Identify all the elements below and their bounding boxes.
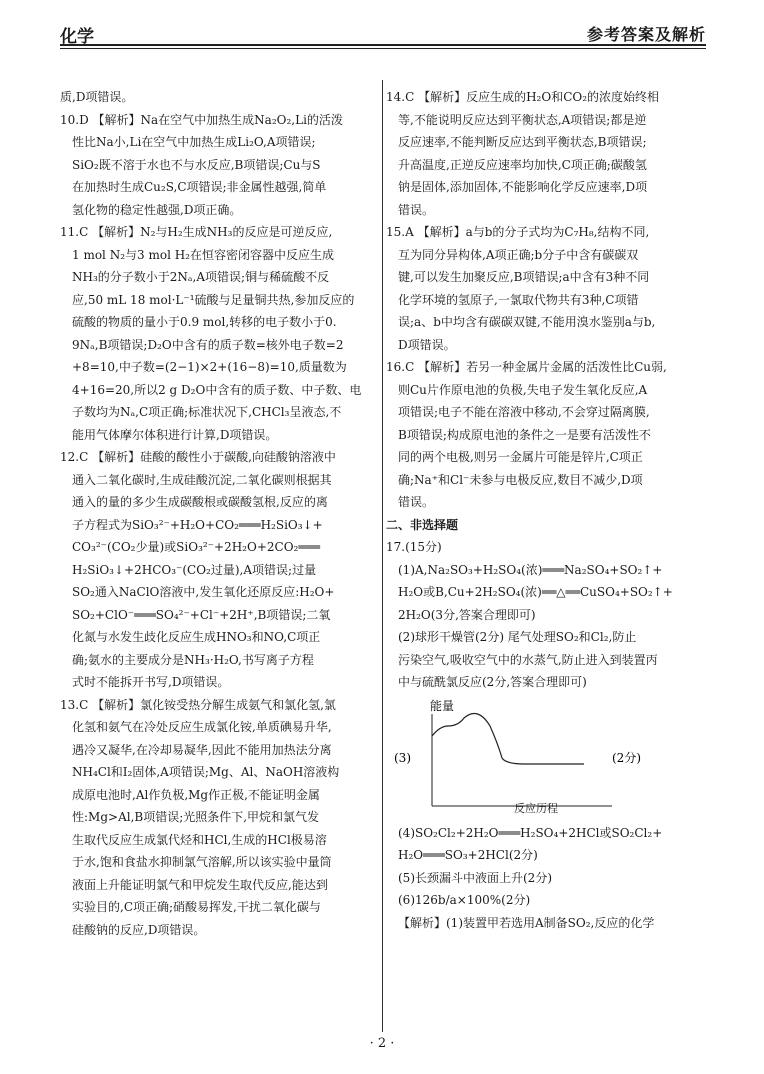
text-line: CO₃²⁻(CO₂少量)或SiO₃²⁻+2H₂O+2CO₂═══ [72,540,321,554]
text-line: (6)126b/a×100%(2分) [398,893,531,907]
right-column [386,86,704,934]
text-line: 错误。 [398,495,435,509]
text-line: 中与硫酰氯反应(2分,答案合理即可) [398,675,587,689]
text-line: 14.C 【解析】反应生成的H₂O和CO₂的浓度始终相 [386,90,660,104]
text-line: 13.C 【解析】氯化铵受热分解生成氨气和氯化氢,氯 [60,697,336,712]
text-line: 17.(15分) [386,540,442,554]
text-line: +8=10,中子数=(2−1)×2+(16−8)=10,质量数为 [72,360,347,374]
energy-axis-label: 能量 [430,698,455,713]
text-line: 4+16=20,所以2 g D₂O中含有的质子数、中子数、电 [72,382,362,397]
text-line: 2H₂O(3分,答案合理即可) [398,607,536,622]
text-line: H₂O或B,Cu+2H₂SO₄(浓)══△══CuSO₄+SO₂↑+ [398,585,673,599]
text-line: 钠是固体,添加固体,不能影响化学反应速率,D项 [398,180,648,194]
left-column [60,86,378,941]
text-line: 通入的量的多少生成碳酸根或碳酸氢根,反应的离 [72,495,328,509]
text-line: 【解析】(1)装置甲若选用A制备SO₂,反应的化学 [398,915,655,930]
text-line: 升高温度,正逆反应速率均加快,C项正确;碳酸氢 [398,157,647,172]
text-line: (5)长颈漏斗中液面上升(2分) [398,870,552,885]
text-line: NH₃的分子数小于2Nₐ,A项错误;铜与稀硫酸不反 [72,270,330,284]
text-line: 硫酸的物质的量小于0.9 mol,转移的电子数小于0. [72,315,337,329]
score-label: (2分) [612,750,641,765]
page-number: · 2 · [369,1036,395,1051]
text-line: SO₂+ClO⁻═══SO₄²⁻+Cl⁻+2H⁺,B项错误;二氧 [72,607,331,622]
part-label: (3) [394,750,411,765]
text-line: 项错误;电子不能在溶液中移动,不会穿过隔离膜, [398,405,650,419]
text-line: 确;氨水的主要成分是NH₃·H₂O,书写离子方程 [72,652,314,667]
text-line: B项错误;构成原电池的条件之一是要有活泼性不 [398,427,651,442]
text-line: 质,D项错误。 [60,90,134,104]
page-header [60,16,706,52]
text-line: D项错误。 [398,337,456,352]
text-line: 于水,饱和食盐水抑制氯气溶解,所以该实验中量筒 [72,855,332,869]
text-line: 在加热时生成Cu₂S,C项错误;非金属性越强,简单 [72,180,327,194]
text-line: 子数均为Nₐ,C项正确;标准状况下,CHCl₃呈液态,不 [72,405,342,419]
text-line: 式时不能拆开书写,D项错误。 [72,675,230,689]
column-divider [382,80,383,1032]
text-line: SO₂通入NaClO溶液中,发生氧化还原反应:H₂O+ [72,585,335,599]
text-line: 应,50 mL 18 mol·L⁻¹硫酸与足量铜共热,参加反应的 [72,292,355,307]
text-line: 反应速率,不能判断反应达到平衡状态,B项错误; [398,135,647,149]
text-line: 则Cu片作原电池的负极,失电子发生氧化反应,A [398,382,648,397]
text-line: 性比Na小,Li在空气中加热生成Li₂O,A项错误; [72,135,316,149]
text-line: (2)球形干燥管(2分) 尾气处理SO₂和Cl₂,防止 [398,630,637,644]
text-line: 生取代反应生成氯代烃和HCl,生成的HCl极易溶 [72,832,327,847]
text-line: 9Nₐ,B项错误;D₂O中含有的质子数=核外电子数=2 [72,337,344,352]
text-line: 成原电池时,Al作负极,Mg作正极,不能证明金属 [72,787,320,802]
header-rule-thick [60,44,706,46]
text-line: 互为同分异构体,A项正确;b分子中含有碳碳双 [398,247,639,262]
text-line: 污染空气,吸收空气中的水蒸气,防止进入到装置丙 [398,652,658,667]
text-line: 15.A 【解析】a与b的分子式均为C₇H₈,结构不同, [386,225,650,239]
energy-curve [432,713,584,764]
question-17-continued [386,822,704,935]
text-line: 误;a、b中均含有碳碳双键,不能用溴水鉴别a与b, [398,315,656,329]
text-line: NH₄Cl和I₂固体,A项错误;Mg、Al、NaOH溶液构 [72,765,340,779]
text-line: 化氢和氨气在冷处反应生成氯化铵,单质碘易升华, [72,720,332,734]
text-line: SiO₂既不溶于水也不与水反应,B项错误;Cu与S [72,157,321,172]
text-line: 氢化物的稳定性越强,D项正确。 [72,202,242,217]
text-line: 1 mol N₂与3 mol H₂在恒容密闭容器中反应生成 [72,247,334,262]
header-title: 参考答案及解析 [586,25,706,44]
text-line: 等,不能说明反应达到平衡状态,A项错误;都是逆 [398,112,647,127]
text-line: 子方程式为SiO₃²⁻+H₂O+CO₂═══H₂SiO₃↓+ [72,517,323,532]
text-line: 11.C 【解析】N₂与H₂生成NH₃的反应是可逆反应, [60,225,333,239]
text-line: 通入二氧化碳时,生成硅酸沉淀,二氧化碳则根据其 [72,472,332,487]
section-title: 二、非选择题 [386,517,459,532]
text-line: 同的两个电极,则另一金属片可能是锌片,C项正 [398,450,643,464]
text-line: 16.C 【解析】若另一种金属片金属的活泼性比Cu弱, [386,360,667,374]
text-line: 性:Mg>Al,B项错误;光照条件下,甲烷和氯气发 [72,810,320,824]
question-17 [386,536,704,694]
subject-label: 化学 [60,27,94,47]
reaction-axis-label: 反应历程 [514,801,558,815]
right-column-answers [386,86,704,514]
text-line: 10.D 【解析】Na在空气中加热生成Na₂O₂,Li的活泼 [60,112,343,127]
header-rule-thin [60,48,706,49]
energy-diagram [386,696,704,818]
text-line: 液面上升能证明氯气和甲烷发生取代反应,能达到 [72,877,328,892]
text-line: 键,可以发生加聚反应,B项错误;a中含有3种不同 [398,270,650,284]
text-line: H₂O═══SO₃+2HCl(2分) [398,848,538,862]
text-line: 确;Na⁺和Cl⁻未参与电极反应,数目不减少,D项 [398,472,643,487]
text-line: 化学环境的氢原子,一氯取代物共有3种,C项错 [398,292,639,307]
text-line: 12.C 【解析】硅酸的酸性小于碳酸,向硅酸钠溶液中 [60,450,336,464]
text-line: 实验目的,C项正确;硝酸易挥发,干扰二氧化碳与 [72,900,321,914]
text-line: 遇冷又凝华,在冷却易凝华,因此不能用加热法分离 [72,742,332,757]
text-line: (1)A,Na₂SO₃+H₂SO₄(浓)═══Na₂SO₄+SO₂↑+ [398,562,663,577]
text-line: 能用气体摩尔体积进行计算,D项错误。 [72,427,278,442]
text-line: H₂SiO₃↓+2HCO₃⁻(CO₂过量),A项错误;过量 [72,562,317,577]
text-line: 错误。 [398,202,435,217]
text-line: 化氮与水发生歧化反应生成HNO₃和NO,C项正 [72,630,321,644]
text-line: (4)SO₂Cl₂+2H₂O═══H₂SO₄+2HCl或SO₂Cl₂+ [398,825,663,840]
text-line: 硅酸钠的反应,D项错误。 [72,922,206,937]
